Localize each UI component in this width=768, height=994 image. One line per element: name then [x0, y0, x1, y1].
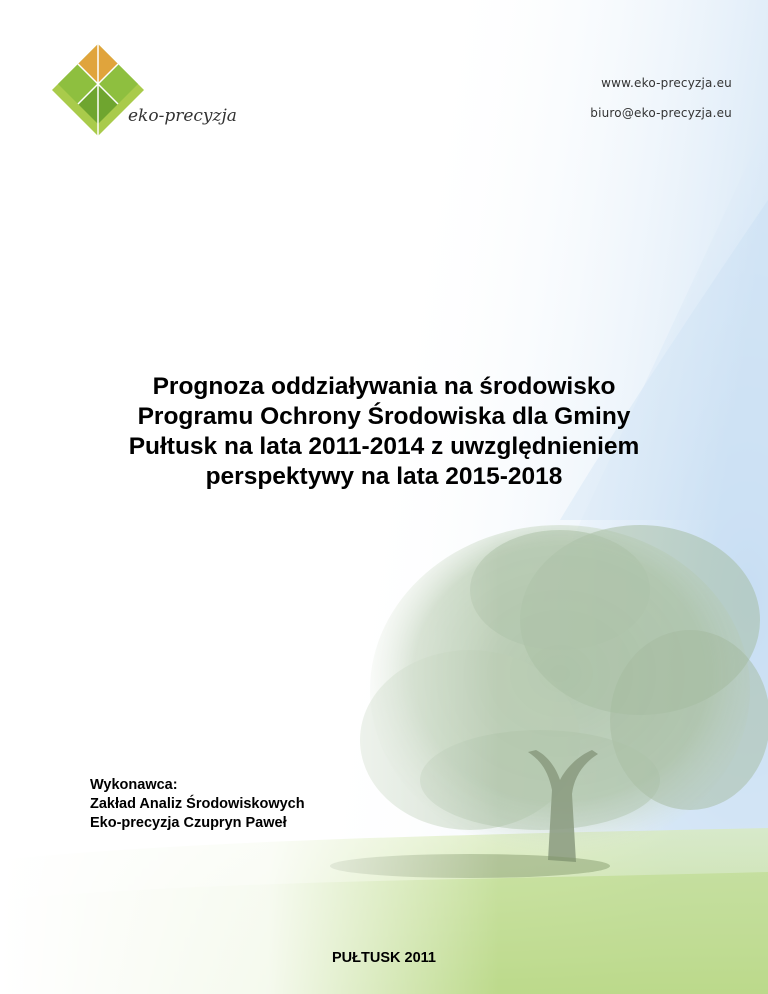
- footer-place-year: PUŁTUSK 2011: [332, 950, 436, 966]
- company-logo: [50, 42, 250, 138]
- contractor-owner: Eko-precyzja Czupryn Paweł: [90, 815, 287, 831]
- title-line: Pułtusk na lata 2011-2014 z uwzględnieniem: [128, 433, 640, 460]
- title-line: perspektywy na lata 2015-2018: [205, 463, 563, 490]
- contractor-company: Zakład Analiz Środowiskowych: [90, 796, 305, 812]
- contact-info: [590, 68, 732, 128]
- email-link[interactable]: biuro@eko-precyzja.eu: [590, 106, 732, 120]
- title-line: Programu Ochrony Środowiska dla Gminy: [137, 403, 631, 430]
- document-title: [60, 372, 708, 492]
- website-link[interactable]: www.eko-precyzja.eu: [601, 76, 732, 90]
- contractor-label: Wykonawca:: [90, 777, 178, 793]
- logo-wordmark: eko-precyzja: [128, 106, 237, 126]
- contractor-block: [90, 776, 305, 833]
- title-line: Prognoza oddziaływania na środowisko: [152, 373, 616, 400]
